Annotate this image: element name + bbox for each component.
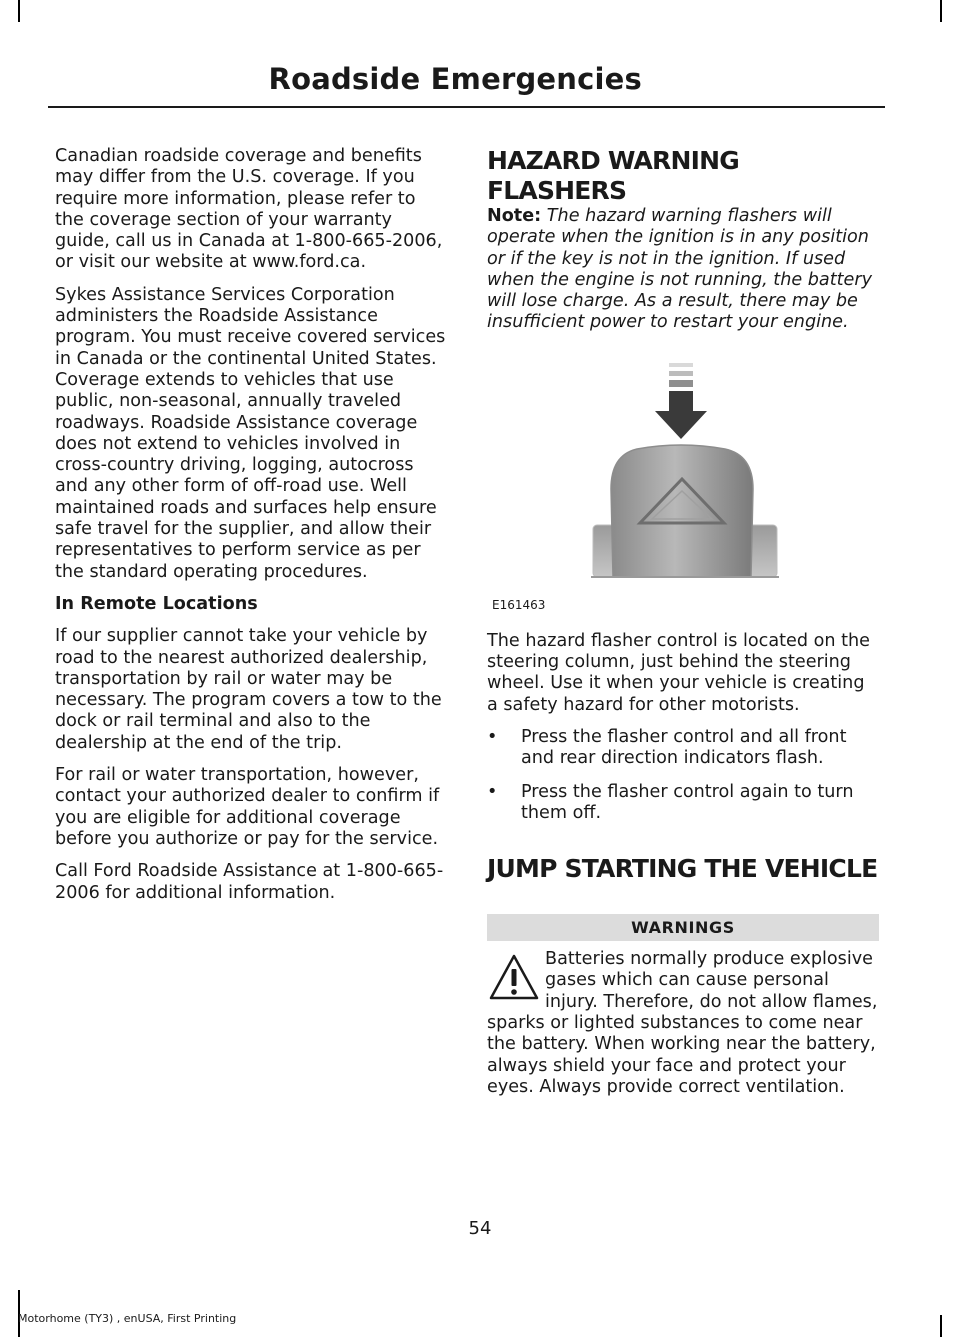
- bullet-item: [487, 727, 879, 770]
- right-column: [487, 146, 879, 1098]
- left-column: [55, 146, 447, 915]
- hazard-switch-button: [611, 445, 753, 577]
- hazard-switch-illustration: [487, 345, 879, 607]
- footer-text: Motorhome (TY3) , enUSA, First Printing: [18, 1312, 237, 1325]
- note: [487, 206, 879, 334]
- crop-mark: [940, 0, 942, 22]
- warnings-header: WARNINGS: [487, 914, 879, 941]
- crop-mark: [18, 0, 20, 22]
- arrow-stripe: [669, 363, 693, 367]
- page-title: Roadside Emergencies: [268, 62, 642, 96]
- crop-mark: [940, 1315, 942, 1337]
- paragraph: If our supplier cannot take your vehicle by road to the nearest authorized dealership, transportation by rail or water may be necessary. The program covers a tow to the dock or rail terminal and also to the dealership at the end of the trip.: [55, 626, 442, 753]
- paragraph: Sykes Assistance Services Corporation administers the Roadside Assistance program. You must receive covered services in Canada or the continental United States. Coverage extends to vehicles that use public, non-seasonal, annually traveled roadways. Roadside Assistance coverage does not extend to vehicles involved in cross-country driving, logging, autocross and any other form of off-road use. Well maintained roads and surfaces help ensure safe travel for the supplier, and allow their representatives to perform service as per the standard operating procedures.: [55, 284, 446, 582]
- paragraph: The hazard flasher control is located on the steering column, just behind the steering wheel. Use it when your vehicle is creating a safety hazard for other motorists.: [487, 630, 870, 715]
- bullet-text: Press the flasher control again to turn them off.: [521, 781, 854, 823]
- bullet-dot: •: [487, 726, 498, 747]
- paragraph: For rail or water transportation, however, contact your authorized dealer to confirm if you are eligible for additional coverage before you authorize or pay for the service.: [55, 765, 440, 849]
- warning-triangle-icon: [489, 953, 539, 1003]
- section-title-jump-start: JUMP STARTING THE VEHICLE: [487, 854, 878, 884]
- figure-code: E161463: [492, 597, 546, 612]
- bullet-dot: •: [487, 781, 498, 802]
- header-divider: [48, 106, 885, 108]
- paragraph: Call Ford Roadside Assistance at 1-800-665-2006 for additional information.: [55, 861, 444, 903]
- bullet-item: [487, 782, 879, 825]
- section-title-hazard: HAZARD WARNING FLASHERS: [487, 146, 739, 205]
- push-arrow-icon: [655, 391, 707, 439]
- arrow-stripe: [669, 371, 693, 376]
- bullet-text: Press the flasher control and all front and rear direction indicators flash.: [521, 726, 847, 769]
- page-number: 54: [468, 1218, 492, 1239]
- arrow-stripe: [669, 380, 693, 387]
- warning-box: [487, 949, 879, 1098]
- subheading-remote-locations: In Remote Locations: [55, 593, 258, 614]
- note-text: The hazard warning flashers will operate when the ignition is in any position or if the key is not in the ignition. If used when the engine is not running, the battery will lose charge. As a result, there may be insufficient power to restart your engine.: [487, 206, 872, 333]
- warning-text: Batteries normally produce explosive gases which can cause personal injury. Therefore, do not allow flames, sparks or lighted substances to come near the battery. When working near the battery, always shield your face and protect your eyes. Always provide correct ventilation.: [487, 949, 878, 1097]
- paragraph: Canadian roadside coverage and benefits may differ from the U.S. coverage. If you require more information, please refer to the coverage section of your warranty guide, call us in Canada at 1-800-665-2006, or visit our website at www.ford.ca.: [55, 146, 443, 273]
- note-label: Note:: [487, 206, 542, 226]
- hazard-switch-figure: [487, 345, 879, 612]
